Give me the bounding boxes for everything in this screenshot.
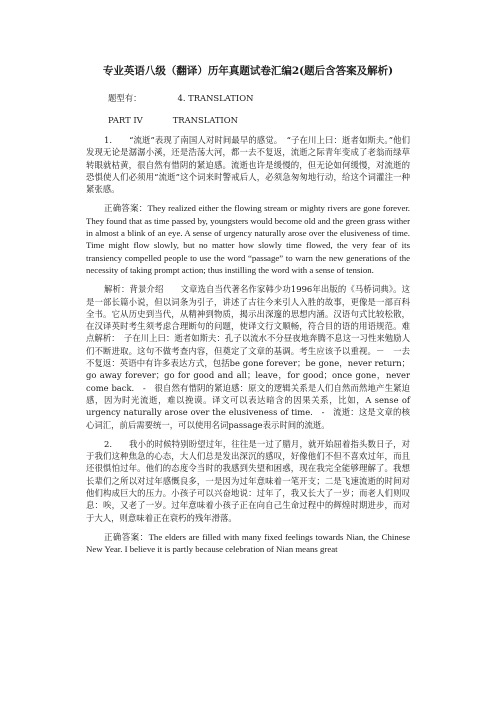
answer-text: They realized either the flowing stream or mighty rivers are gone forever. They found that as time passed by, youngsters would become old and the green grass wither in almost a blink of an eye. A sense of urgency naturally arose over the elusiveness of time. Time might flow slowly, but no matter how slowly time flowed, the very fear of its transiency compelled people to use the word “passage” to warn the new generations of the necessity of taking prompt action; thus instilling the word with a sense of tension. [86,203,411,275]
question-1-prompt: 1. “流逝”表现了南国人对时间最早的感觉。 “子在川上曰：逝者如斯夫。”他们发现无论是潺潺小溪，还是浩荡大河，都一去不复返，流逝之际青年变成了老翁而绿草转眼就枯黄，很自然有惜阴的紧迫感。流逝也许是缓慢的，但无论如何缓慢，对流逝的恐惧使人们必须用“流逝”这个词来时警戒后人，必须急匆匆地行动，给这个词灌注一种紧张感。 [86,135,410,195]
answer-label: 正确答案： [104,203,148,214]
answer-label: 正确答案： [104,531,149,542]
page-title: 专业英语八级（翻译）历年真题试卷汇编2(题后含答案及解析) [102,65,394,77]
question-1-answer [86,202,410,276]
answer-text: The elders are filled with many fixed feelings towards Nian, the Chinese New Year. I believe it is partly because celebration of Nian means great [86,531,410,555]
part-label: PART IV [108,115,143,125]
question-type-line [86,92,410,104]
question-2-answer [86,531,410,556]
question-type-value: 4. TRANSLATION [177,93,254,103]
question-1-analysis: 解析：背景介绍 文章选自当代著名作家韩少功1996年出版的《马桥词典》。这是一部长篇小说，但以词条为引子，讲述了古往今来引人入胜的故事，更像是一部百科全书。它从历史到当代，从精神到物质，揭示出深邃的思想内涵。汉语句式比较松散，在汉译英时考生须考虑合理断句的问题，使译文行文顺畅，符合目的语的用语规范。难点解析： 子在川上曰：逝者如斯夫：孔子以流水不分昼夜地奔腾不息这一习性来勉励人们不断进取。这句不做考查内容，但奠定了文章的基调。考生应该予以重视。－ 一去不复返：英语中有许多表达方式，包括be gone forever；be gone，never return；go away forever；go for good and all；leave，for good；once gone，never come back. - 很自然有惜阴的紧迫感：原文的逻辑关系是人们自然而然地产生紧迫感，因为时光流逝，难以挽谟。译文可以表达暗含的因果关系，比如，A sense of urgency naturally arose over the elusiveness of time. - 流逝：这是文章的核心词汇，前后需要统一，可以使用名词passage表示时间的流逝。 [86,284,410,430]
question-type-label: 题型有： [108,93,142,103]
part-heading [86,114,410,126]
part-value: TRANSLATION [172,115,238,125]
question-2-prompt: 2. 我小的时候特别盼望过年，往往是一过了腊月，就开始屈着指头数日子，对于我们这种焦急的心态，大人们总是发出深沉的感叹，好像他们不但不喜欢过年，而且还很惧怕过年。他们的态度令当时的我感到失望和困惑，现在我完全能够理解了。我想长辈们之所以对过年感慨良多，一是因为过年意味着一笔开支；二是飞速流逝的时间对他们构成巨大的压力。小孩子可以兴奋地说：过年了，我又长大了一岁；而老人们则叹息：唉，又老了一岁。过年意味着小孩子正在向自己生命过程中的辉煌时期进步，而对于大人，则意味着正在衰朽的残年滑落。 [86,438,410,523]
